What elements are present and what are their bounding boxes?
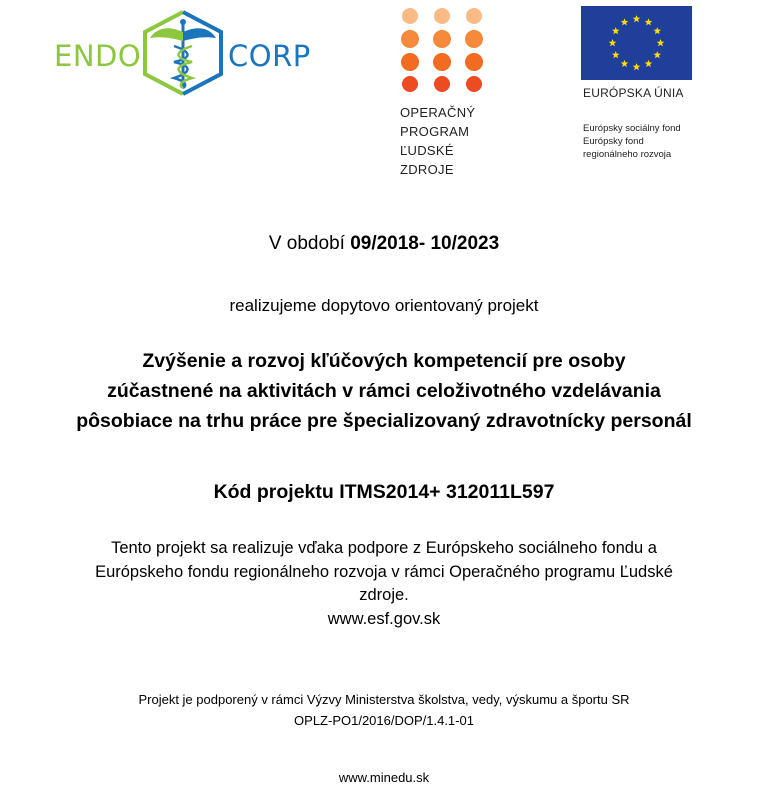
eu-star-icon <box>633 15 641 22</box>
endocorp-logo <box>52 8 312 98</box>
funding-line: Európskeho fondu regionálneho rozvoja v rámci Operačného programu Ľudské <box>95 562 673 581</box>
eu-star-icon <box>657 39 665 46</box>
op-line: PROGRAM <box>400 124 470 139</box>
eu-fund-line: regionálneho rozvoja <box>583 149 672 160</box>
endocorp-logo-corp: CORP <box>228 39 311 73</box>
op-line: OPERAČNÝ <box>400 105 476 120</box>
op-dots-logo <box>398 6 488 92</box>
call-line: OPLZ-PO1/2016/DOP/1.4.1-01 <box>294 713 474 728</box>
esf-link[interactable]: www.esf.gov.sk <box>327 609 441 628</box>
eu-title: EURÓPSKA ÚNIA <box>583 86 684 100</box>
eu-star-icon <box>621 60 629 67</box>
project-period <box>0 233 768 255</box>
project-code: Kód projektu ITMS2014+ 312011L597 <box>213 481 555 503</box>
project-title <box>0 346 768 436</box>
eu-star-icon <box>645 60 653 67</box>
eu-star-icon <box>612 27 620 34</box>
project-title-line: pôsobiace na trhu práce pre špecializovaný zdravotnícky personál <box>76 410 692 432</box>
eu-fund-line: Európsky fond <box>583 136 644 147</box>
eu-fund-line: Európsky sociálny fond <box>583 123 681 134</box>
eu-flag-icon <box>581 6 692 80</box>
endocorp-logo-endo: ENDO <box>54 39 142 73</box>
funding-text <box>20 537 748 631</box>
eu-star-icon <box>653 51 661 58</box>
minedu-link[interactable]: www.minedu.sk <box>338 770 430 785</box>
eu-star-icon <box>633 63 641 70</box>
period-prefix: V období <box>268 233 351 254</box>
eu-star-icon <box>645 18 653 25</box>
eu-star-icon <box>653 27 661 34</box>
project-title-line: Zvýšenie a rozvoj kľúčových kompetencií pre osoby <box>142 350 626 372</box>
op-line: ĽUDSKÉ <box>400 143 454 158</box>
funding-line: zdroje. <box>359 586 409 604</box>
call-text <box>0 689 768 731</box>
project-title-line: zúčastnené na aktivitách v rámci celoživotného vzdelávania <box>107 380 661 402</box>
period-dates: 09/2018- 10/2023 <box>350 233 500 254</box>
op-program-name <box>400 103 475 179</box>
op-line: ZDROJE <box>400 162 454 177</box>
project-subtitle: realizujeme dopytovo orientovaný projekt <box>229 296 539 315</box>
call-line: Projekt je podporený v rámci Výzvy Ministerstva školstva, vedy, výskumu a športu SR <box>138 692 630 707</box>
eu-star-icon <box>609 39 617 46</box>
eu-star-icon <box>621 18 629 25</box>
eu-funds <box>583 122 681 161</box>
funding-line: Tento projekt sa realizuje vďaka podpore z Európskeho sociálneho fondu a <box>111 539 657 557</box>
caduceus-icon <box>150 19 216 88</box>
eu-star-icon <box>612 51 620 58</box>
